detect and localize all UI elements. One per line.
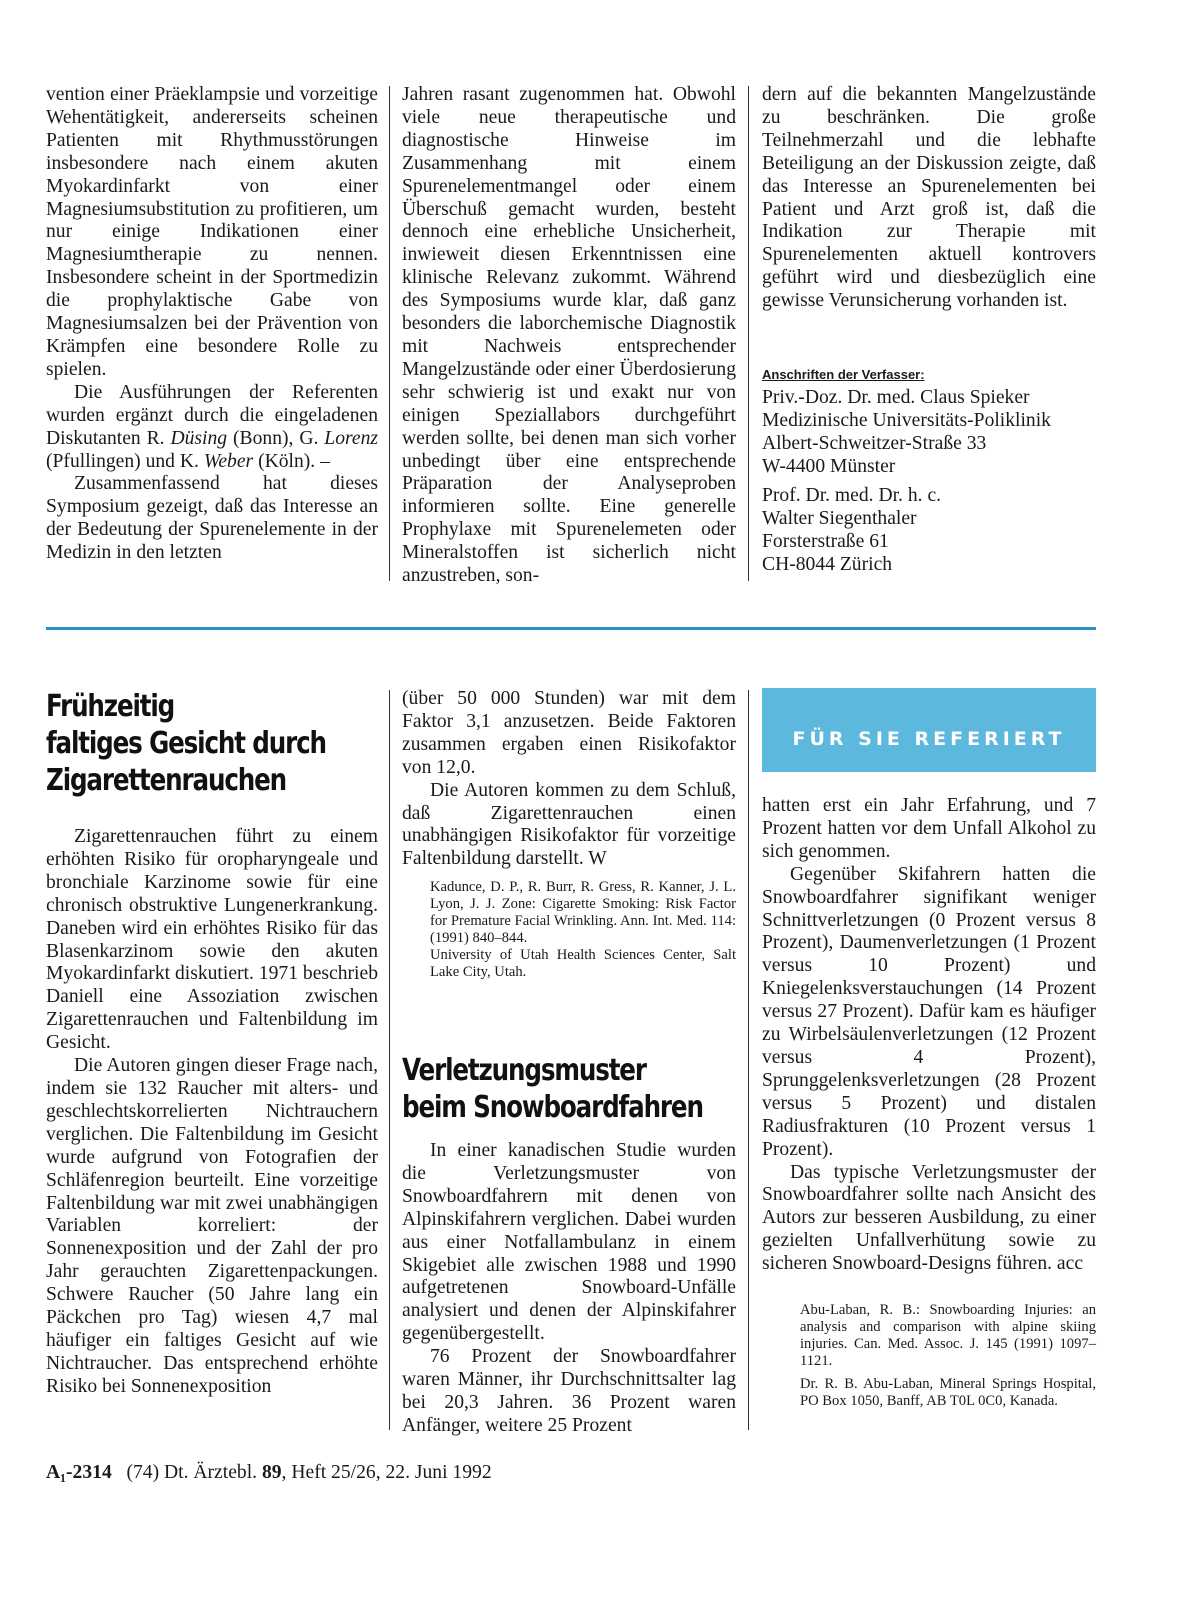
paragraph: In einer kanadischen Studie wurden die Verletzungsmuster von Snowboardfahrern mit denen von Alpinskifahrern verglichen. Dabei wurden aus einer Notfallambulanz in einem Skigebiet alle zwischen 1988 und 1990 aufgetretenen Snowboard-Unfälle analysiert und denen der Alpinskifahrer gegenübergestellt.	[402, 1140, 736, 1345]
column-divider	[748, 86, 749, 581]
text-line: CH-8044 Zürich	[762, 554, 893, 575]
text-line: Albert-Schweitzer-Straße 33	[762, 433, 987, 454]
paragraph: Zigarettenrauchen führt zu einem erhöhten Risiko für oropharyngeale und bronchiale Karzinome sowie für eine chronisch obstruktive Lungenerkrankung. Daneben wird ein erhöhtes Risiko für das Blasenkarzinom sowie den akuten Myokardinfarkt diskutiert. 1971 beschrieb Daniell eine Assoziation zwischen Zigarettenrauchen und Faltenbildung im Gesicht.	[46, 826, 378, 1054]
journal-name: (74) Dt. Ärztebl.	[126, 1462, 258, 1483]
address-block-2	[762, 484, 1096, 576]
paragraph: hatten erst ein Jahr Erfahrung, und 7 Prozent hatten vor dem Unfall Alkohol zu sich genommen.	[762, 795, 1096, 862]
reference-citation: Abu-Laban, R. B.: Snowboarding Injuries: an analysis and comparison with alpine skiing injuries. Can. Med. Assoc. J. 145 (1991) 1097–1121.	[800, 1302, 1096, 1369]
text-line: Zigarettenrauchen	[46, 763, 287, 798]
paragraph: Zusammenfassend hat dieses Symposium gezeigt, daß das Interesse an der Bedeutung der Spurenelemente in der Medizin in den letzten	[46, 473, 378, 564]
issue-date: , Heft 25/26, 22. Juni 1992	[281, 1462, 492, 1483]
paragraph: (über 50 000 Stunden) war mit dem Faktor 3,1 anzusetzen. Beide Faktoren zusammen ergaben einen Risikofaktor von 12,0.	[402, 688, 736, 778]
page-code: A₁-2314	[46, 1462, 112, 1483]
paragraph: Die Autoren gingen dieser Frage nach, indem sie 132 Raucher mit alters- und geschlechtskorrelierten Nichtrauchern verglichen. Die Faltenbildung im Gesicht wurde aufgrund von Fotografien der Schläfenregion beurteilt. Eine vorzeitige Faltenbildung war mit zwei unabhängigen Variablen korreliert: der Sonnenexposition und der Zahl der pro Jahr gerauchten Zigarettenpackungen. Schwere Raucher (50 Jahre lang ein Päckchen pro Tag) wiesen 4,7 mal häufiger ein faltiges Gesicht auf wie Nichtraucher. Das entsprechend erhöhte Risiko bei Sonnenexposition	[46, 1055, 378, 1397]
reference-address: University of Utah Health Sciences Center, Salt Lake City, Utah.	[430, 947, 736, 980]
text-line: Walter Siegenthaler	[762, 508, 917, 529]
reference-citation: Kadunce, D. P., R. Burr, R. Gress, R. Kanner, J. L. Lyon, J. J. Zone: Cigarette Smoking: Risk Factor for Premature Facial Wrinkling. Ann. Int. Med. 114: (1991) 840–844.	[430, 879, 736, 946]
paragraph: Die Ausführungen der Referenten wurden ergänzt durch die eingeladenen Diskutanten R. Düsing (Bonn), G. Lorenz (Pfullingen) und K. Weber (Köln). –	[46, 381, 379, 472]
top-column-2	[402, 84, 736, 588]
paragraph: Jahren rasant zugenommen hat. Obwohl viele neue therapeutische und diagnostische Hinweise im Zusammenhang mit einem Spurenelementmangel oder einem Überschuß gemacht wurden, besteht dennoch eine erhebliche Unsicherheit, inwieweit diesen Erkenntnissen eine klinische Relevanz zukommt. Während des Symposiums wurde klar, daß ganz besonders die laborchemische Diagnostik mit Nachweis entsprechender Mangelzustände oder einer Überdosierung sehr schwierig ist und exakt nur von einigen Speziallabors durchgeführt werden sollte, bei denen man sich vorher unbedingt über eine entsprechende Präparation der Analyseproben informieren sollte. Eine generelle Prophylaxe mit Spurenelemeten oder Mineralstoffen ist sicherlich nicht anzustreben, son-	[402, 84, 736, 587]
article2-references	[800, 1302, 1096, 1410]
author-addresses	[762, 367, 1096, 576]
reference-address: Dr. R. B. Abu-Laban, Mineral Springs Hospital, PO Box 1050, Banff, AB T0L 0C0, Kanada.	[800, 1376, 1096, 1409]
paragraph: 76 Prozent der Snowboardfahrer waren Männer, ihr Durchschnittsalter lag bei 20,3 Jahren. 36 Prozent waren Anfänger, weitere 25 Prozent	[402, 1346, 736, 1436]
article2-column-2	[402, 1140, 736, 1438]
top-column-1	[46, 84, 378, 565]
section-separator-rule	[46, 627, 1096, 630]
column-divider	[389, 86, 390, 581]
address-block-1	[762, 386, 1096, 478]
paragraph: dern auf die bekannten Mangelzustände zu beschränken. Die große Teilnehmerzahl und die lebhafte Beteiligung an der Diskussion zeigte, daß das Interesse an Spurenelementen bei Patient und Arzt groß ist, daß die Indikation zur Therapie mit Spurenelementen aktuell kontrovers geführt wird und diesbezüglich eine gewisse Verunsicherung vorhanden ist.	[762, 84, 1096, 312]
text-line: Prof. Dr. med. Dr. h. c.	[762, 485, 942, 506]
volume-number: 89	[261, 1462, 282, 1483]
article1-column-1	[46, 826, 378, 1399]
paragraph: Gegenüber Skifahrern hatten die Snowboardfahrer signifikant weniger Schnittverletzungen (0 Prozent versus 8 Prozent), Daumenverletzungen (1 Prozent versus 10 Prozent) und Kniegelenksverstauchungen (14 Prozent versus 27 Prozent). Dafür kam es häufiger zu Wirbelsäulenverletzungen (12 Prozent versus 4 Prozent), Sprunggelenksverletzungen (28 Prozent versus 5 Prozent) und distalen Radiusfrakturen (10 Prozent versus 1 Prozent).	[762, 863, 1096, 1160]
page-footer	[46, 1462, 492, 1484]
paragraph: Die Autoren kommen zu dem Schluß, daß Zigarettenrauchen einen unabhängigen Risikofaktor für vorzeitige Faltenbildung darstellt. W	[402, 779, 736, 870]
text-line: W-4400 Münster	[762, 456, 896, 477]
section-banner-label: FÜR SIE REFERIERT	[792, 728, 1066, 750]
article2-column-3	[762, 795, 1096, 1276]
article1-column-2	[402, 688, 736, 871]
text-line: Verletzungsmuster	[402, 1053, 646, 1088]
text-line: Frühzeitig	[46, 689, 175, 724]
section-banner	[762, 688, 1096, 772]
author-addresses-label: Anschriften der Verfasser:	[762, 367, 925, 382]
text-line: Medizinische Universitäts-Poliklinik	[762, 410, 1051, 431]
text-line: beim Snowboardfahren	[402, 1090, 703, 1125]
article-headline-wrinkles	[46, 688, 326, 799]
article-headline-snowboard	[402, 1052, 703, 1126]
column-divider	[389, 690, 390, 1430]
column-divider	[748, 690, 749, 1430]
text-line: Priv.-Doz. Dr. med. Claus Spieker	[762, 387, 1030, 408]
top-column-3	[762, 84, 1096, 313]
paragraph: vention einer Präeklampsie und vorzeitige Wehentätigkeit, andererseits scheinen Patienten mit Rhythmusstörungen insbesondere nach einem akuten Myokardinfarkt von einer Magnesiumsubstitution zu profitieren, um nur einige Indikationen einer Magnesiumtherapie zu nennen. Insbesondere scheint in der Sportmedizin die prophylaktische Gabe von Magnesiumsalzen bei der Prävention von Krämpfen eine besondere Rolle zu spielen.	[46, 84, 378, 380]
text-line: Forsterstraße 61	[762, 531, 889, 552]
text-line: faltiges Gesicht durch	[46, 726, 326, 761]
paragraph: Das typische Verletzungsmuster der Snowboardfahrer sollte nach Ansicht des Autors zur besseren Ausbildung, zu einer gezielten Unfallverhütung sowie zu sicheren Snowboard-Designs führen. acc	[762, 1161, 1096, 1275]
article1-references	[430, 879, 736, 981]
